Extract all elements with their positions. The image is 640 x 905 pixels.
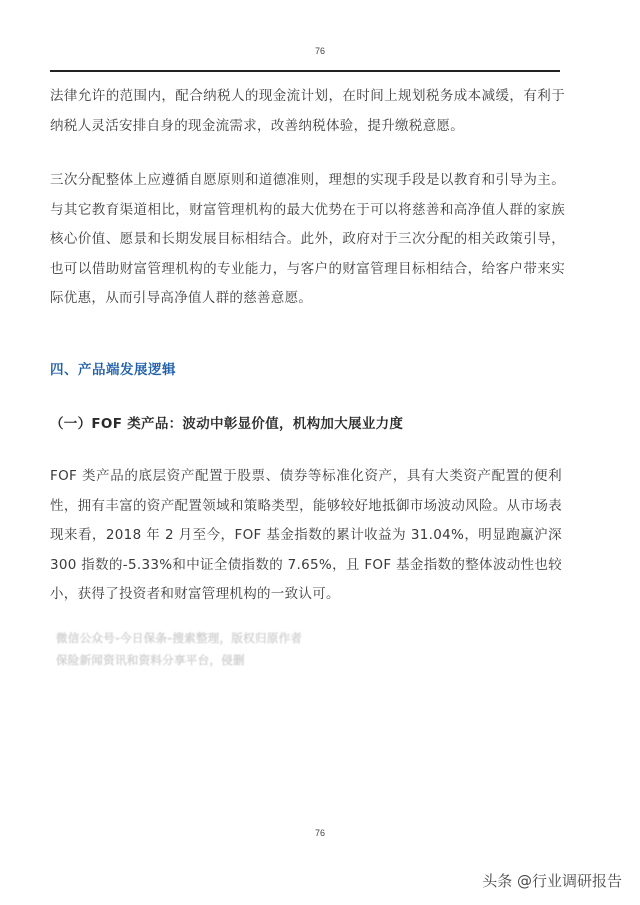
page-number-bottom: 76 xyxy=(314,828,325,838)
paragraph-tax-planning: 法律允许的范围内，配合纳税人的现金流计划，在时间上规划税务成本减缓，有利于纳税人灵活安排自身的现金流需求，改善纳税体验，提升缴税意愿。 xyxy=(50,88,565,134)
header-rule xyxy=(50,70,560,72)
subsection-heading: （一）FOF 类产品：波动中彰显价值，机构加大展业力度 xyxy=(50,416,404,432)
page-number-top: 76 xyxy=(314,46,325,56)
watermark-line-2: 保险新闻资讯和资料分享平台，侵删 xyxy=(56,653,245,667)
document-body xyxy=(50,82,565,602)
section-heading: 四、产品端发展逻辑 xyxy=(50,362,176,378)
watermark-line-1: 微信公众号-今日保条-搜索整理，版权归原作者 xyxy=(56,631,303,645)
paragraph-fof-products: FOF 类产品的底层资产配置于股票、债券等标准化资产，具有大类资产配置的便利性，拥有丰富的资产配置领域和策略类型，能够较好地抵御市场波动风险。从市场表现来看，2018 年 2 月至今，FOF 基金指数的累计收益为 31.04%，明显跑赢沪深 300 指数的-5.33%和中证全债指数的 7.65%，且 FOF 基金指数的整体波动性也较小，获得了投资者和财富管理机构的一致认可。 xyxy=(50,468,562,602)
brand-watermark: 头条 @行业调研报告 xyxy=(482,872,622,890)
paragraph-third-distribution: 三次分配整体上应遵循自愿原则和道德准则，理想的实现手段是以教育和引导为主。与其它教育渠道相比，财富管理机构的最大优势在于可以将慈善和高净值人群的家族核心价值、愿景和长期发展目标相结合。此外，政府对于三次分配的相关政策引导，也可以借助财富管理机构的专业能力，与客户的财富管理目标相结合，给客户带来实际优惠，从而引导高净值人群的慈善意愿。 xyxy=(50,172,565,306)
